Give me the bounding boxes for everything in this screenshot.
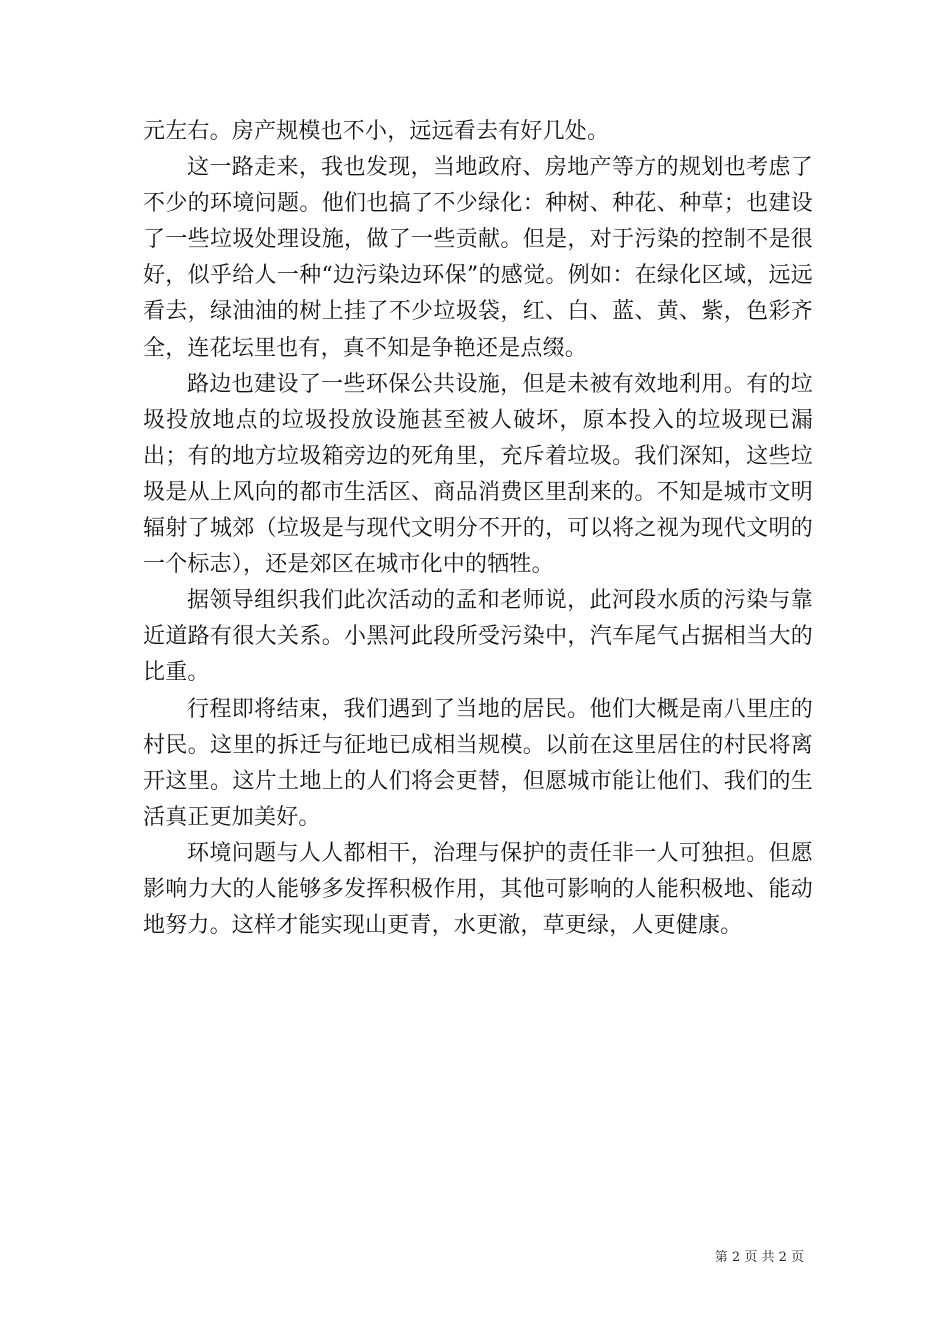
document-body <box>143 114 813 944</box>
paragraph-6: 环境问题与人人都相干，治理与保护的责任非一人可独担。但愿影响力大的人能够多发挥积极作用，其他可影响的人能积极地、能动地努力。这样才能实现山更青，水更澈，草更绿，人更健康。 <box>143 840 813 939</box>
page-number-footer: 第 2 页 共 2 页 <box>714 1250 804 1265</box>
paragraph-5: 行程即将结束，我们遇到了当地的居民。他们大概是南八里庄的村民。这里的拆迁与征地已成相当规模。以前在这里居住的村民将离开这里。这片土地上的人们将会更替，但愿城市能让他们、我们的生活真正更加美好。 <box>143 696 813 830</box>
paragraph-2: 这一路走来，我也发现，当地政府、房地产等方的规划也考虑了不少的环境问题。他们也搞了不少绿化：种树、种花、种草；也建设了一些垃圾处理设施，做了一些贡献。但是，对于污染的控制不是很好，似乎给人一种“边污染边环保”的感觉。例如：在绿化区域，远远看去，绿油油的树上挂了不少垃圾袋，红、白、蓝、黄、紫，色彩齐全，连花坛里也有，真不知是争艳还是点缀。 <box>143 155 813 361</box>
paragraph-1: 元左右。房产规模也不小，远远看去有好几处。 <box>143 119 610 144</box>
paragraph-4: 据领导组织我们此次活动的孟和老师说，此河段水质的污染与靠近道路有很大关系。小黑河此段所受污染中，汽车尾气占据相当大的比重。 <box>143 588 813 686</box>
paragraph-3: 路边也建设了一些环保公共设施，但是未被有效地利用。有的垃圾投放地点的垃圾投放设施甚至被人破坏，原本投入的垃圾现已漏出；有的地方垃圾箱旁边的死角里，充斥着垃圾。我们深知，这些垃圾是从上风向的都市生活区、商品消费区里刮来的。不知是城市文明辐射了城郊（垃圾是与现代文明分不开的，可以将之视为现代文明的一个标志），还是郊区在城市化中的牺牲。 <box>143 371 813 578</box>
